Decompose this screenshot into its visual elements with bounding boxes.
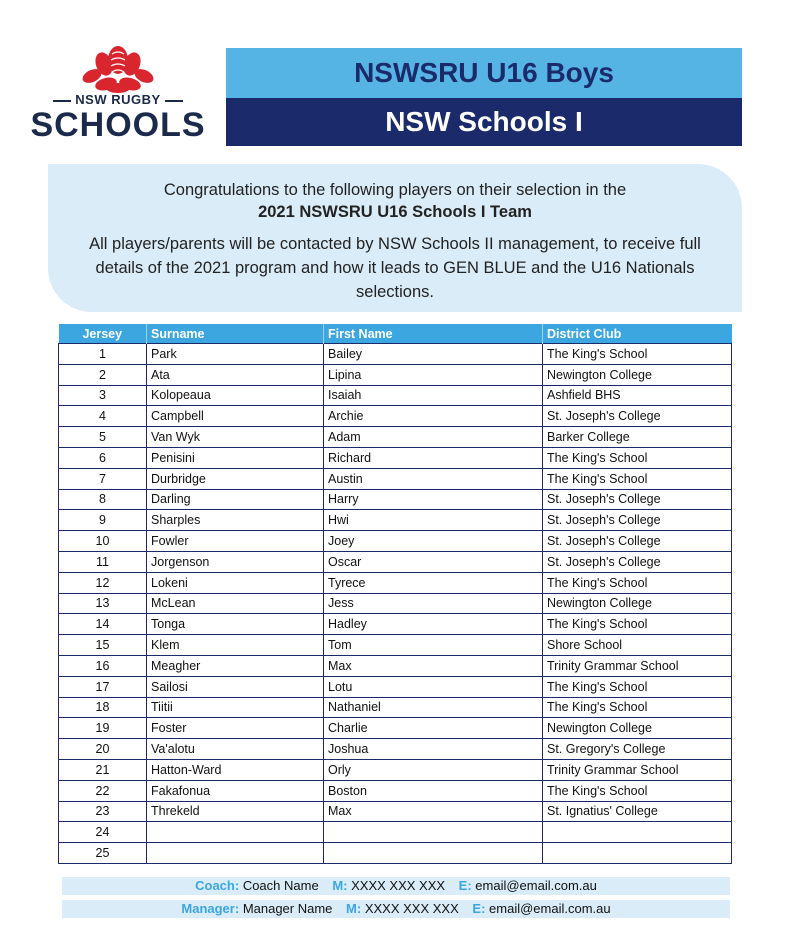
intro-panel xyxy=(48,164,742,312)
jersey-cell: 20 xyxy=(59,739,147,760)
table-row xyxy=(59,447,732,468)
first-name-cell: Joshua xyxy=(324,739,543,760)
table-row xyxy=(59,364,732,385)
club-cell: The King's School xyxy=(543,697,732,718)
surname-cell: Foster xyxy=(147,718,324,739)
jersey-cell: 4 xyxy=(59,406,147,427)
table-row xyxy=(59,510,732,531)
club-cell: St. Ignatius' College xyxy=(543,801,732,822)
first-name-cell: Lotu xyxy=(324,676,543,697)
club-cell: Newington College xyxy=(543,364,732,385)
surname-cell: Lokeni xyxy=(147,572,324,593)
club-cell: Newington College xyxy=(543,593,732,614)
table-row xyxy=(59,593,732,614)
nsw-rugby-schools-logo xyxy=(28,40,208,150)
club-cell xyxy=(543,843,732,864)
table-row xyxy=(59,385,732,406)
first-name-cell: Tom xyxy=(324,635,543,656)
jersey-cell: 13 xyxy=(59,593,147,614)
first-name-cell: Hwi xyxy=(324,510,543,531)
surname-cell: Durbridge xyxy=(147,468,324,489)
club-cell: The King's School xyxy=(543,447,732,468)
table-row xyxy=(59,489,732,510)
club-cell: St. Joseph's College xyxy=(543,510,732,531)
table-row xyxy=(59,635,732,656)
jersey-cell: 7 xyxy=(59,468,147,489)
first-name-cell: Tyrece xyxy=(324,572,543,593)
intro-team-name: 2021 NSWSRU U16 Schools I Team xyxy=(258,203,532,221)
first-name-cell xyxy=(324,822,543,843)
coach-name: Coach Name xyxy=(242,878,319,893)
table-row xyxy=(59,718,732,739)
surname-cell: Darling xyxy=(147,489,324,510)
surname-cell: Kolopeaua xyxy=(147,385,324,406)
jersey-cell: 22 xyxy=(59,780,147,801)
jersey-cell: 19 xyxy=(59,718,147,739)
jersey-cell: 25 xyxy=(59,843,147,864)
roster-header-row xyxy=(59,324,732,344)
page-subtitle: NSW Schools I xyxy=(226,98,742,146)
club-cell: The King's School xyxy=(543,344,732,365)
jersey-cell: 12 xyxy=(59,572,147,593)
surname-cell: Van Wyk xyxy=(147,427,324,448)
jersey-cell: 24 xyxy=(59,822,147,843)
manager-name: Manager Name xyxy=(242,901,333,916)
jersey-cell: 14 xyxy=(59,614,147,635)
col-header-jersey: Jersey xyxy=(59,324,147,344)
club-cell: The King's School xyxy=(543,676,732,697)
surname-cell: Ata xyxy=(147,364,324,385)
jersey-cell: 5 xyxy=(59,427,147,448)
page-title: NSWSRU U16 Boys xyxy=(226,48,742,98)
table-row xyxy=(59,739,732,760)
surname-cell: Meagher xyxy=(147,655,324,676)
table-row xyxy=(59,676,732,697)
surname-cell: Campbell xyxy=(147,406,324,427)
table-row xyxy=(59,572,732,593)
first-name-cell xyxy=(324,843,543,864)
roster-table xyxy=(58,324,732,864)
jersey-cell: 18 xyxy=(59,697,147,718)
club-cell: Trinity Grammar School xyxy=(543,759,732,780)
table-row xyxy=(59,406,732,427)
first-name-cell: Oscar xyxy=(324,551,543,572)
logo-schools-text: SCHOOLS xyxy=(30,106,206,144)
jersey-cell: 15 xyxy=(59,635,147,656)
club-cell xyxy=(543,822,732,843)
manager-phone: XXXX XXX XXX xyxy=(364,901,459,916)
surname-cell: Tonga xyxy=(147,614,324,635)
first-name-cell: Jess xyxy=(324,593,543,614)
table-row xyxy=(59,614,732,635)
jersey-cell: 10 xyxy=(59,531,147,552)
table-row xyxy=(59,551,732,572)
table-row xyxy=(59,344,732,365)
roster-body xyxy=(59,344,732,864)
jersey-cell: 17 xyxy=(59,676,147,697)
intro-congrats: Congratulations to the following players on their selection in the xyxy=(163,181,627,199)
coach-email-label: E: xyxy=(458,878,472,893)
club-cell: Shore School xyxy=(543,635,732,656)
first-name-cell: Archie xyxy=(324,406,543,427)
club-cell: Barker College xyxy=(543,427,732,448)
table-row xyxy=(59,801,732,822)
intro-details: All players/parents will be contacted by NSW Schools II management, to receive full details of the 2021 program and how it leads to GEN BLUE and the U16 Nationals selections. xyxy=(89,235,701,301)
coach-mobile-label: M: xyxy=(332,878,348,893)
col-header-district-club: District Club xyxy=(543,324,732,344)
club-cell: Trinity Grammar School xyxy=(543,655,732,676)
club-cell: The King's School xyxy=(543,468,732,489)
surname-cell: Penisini xyxy=(147,447,324,468)
jersey-cell: 6 xyxy=(59,447,147,468)
manager-email: email@email.com.au xyxy=(489,901,611,916)
club-cell: Ashfield BHS xyxy=(543,385,732,406)
surname-cell: Hatton-Ward xyxy=(147,759,324,780)
first-name-cell: Joey xyxy=(324,531,543,552)
club-cell: The King's School xyxy=(543,614,732,635)
coach-role-label: Coach: xyxy=(195,878,240,893)
club-cell: The King's School xyxy=(543,780,732,801)
surname-cell: Va'alotu xyxy=(147,739,324,760)
manager-contact xyxy=(62,900,730,918)
first-name-cell: Boston xyxy=(324,780,543,801)
first-name-cell: Max xyxy=(324,801,543,822)
first-name-cell: Max xyxy=(324,655,543,676)
table-row xyxy=(59,822,732,843)
col-header-surname: Surname xyxy=(147,324,324,344)
first-name-cell: Bailey xyxy=(324,344,543,365)
surname-cell: Tiitii xyxy=(147,697,324,718)
jersey-cell: 2 xyxy=(59,364,147,385)
manager-role-label: Manager: xyxy=(181,901,240,916)
jersey-cell: 23 xyxy=(59,801,147,822)
club-cell: St. Joseph's College xyxy=(543,551,732,572)
table-row xyxy=(59,655,732,676)
jersey-cell: 9 xyxy=(59,510,147,531)
surname-cell: Threkeld xyxy=(147,801,324,822)
club-cell: The King's School xyxy=(543,572,732,593)
manager-mobile-label: M: xyxy=(346,901,362,916)
surname-cell: Fowler xyxy=(147,531,324,552)
first-name-cell: Isaiah xyxy=(324,385,543,406)
jersey-cell: 1 xyxy=(59,344,147,365)
surname-cell: Jorgenson xyxy=(147,551,324,572)
surname-cell: McLean xyxy=(147,593,324,614)
club-cell: St. Joseph's College xyxy=(543,531,732,552)
first-name-cell: Richard xyxy=(324,447,543,468)
col-header-first-name: First Name xyxy=(324,324,543,344)
table-row xyxy=(59,468,732,489)
jersey-cell: 11 xyxy=(59,551,147,572)
surname-cell xyxy=(147,822,324,843)
jersey-cell: 3 xyxy=(59,385,147,406)
first-name-cell: Harry xyxy=(324,489,543,510)
first-name-cell: Hadley xyxy=(324,614,543,635)
waratah-flower-icon xyxy=(80,44,156,94)
table-row xyxy=(59,843,732,864)
jersey-cell: 21 xyxy=(59,759,147,780)
table-row xyxy=(59,780,732,801)
club-cell: St. Gregory's College xyxy=(543,739,732,760)
surname-cell: Sailosi xyxy=(147,676,324,697)
surname-cell: Fakafonua xyxy=(147,780,324,801)
surname-cell: Klem xyxy=(147,635,324,656)
table-row xyxy=(59,531,732,552)
logo-org-text: NSW RUGBY xyxy=(75,92,161,107)
coach-phone: XXXX XXX XXX xyxy=(351,878,446,893)
first-name-cell: Orly xyxy=(324,759,543,780)
first-name-cell: Adam xyxy=(324,427,543,448)
club-cell: St. Joseph's College xyxy=(543,406,732,427)
table-row xyxy=(59,427,732,448)
coach-contact xyxy=(62,877,730,895)
surname-cell: Park xyxy=(147,344,324,365)
jersey-cell: 8 xyxy=(59,489,147,510)
table-row xyxy=(59,759,732,780)
club-cell: St. Joseph's College xyxy=(543,489,732,510)
surname-cell xyxy=(147,843,324,864)
table-row xyxy=(59,697,732,718)
coach-email: email@email.com.au xyxy=(475,878,597,893)
first-name-cell: Nathaniel xyxy=(324,697,543,718)
first-name-cell: Lipina xyxy=(324,364,543,385)
surname-cell: Sharples xyxy=(147,510,324,531)
first-name-cell: Charlie xyxy=(324,718,543,739)
club-cell: Newington College xyxy=(543,718,732,739)
jersey-cell: 16 xyxy=(59,655,147,676)
manager-email-label: E: xyxy=(472,901,486,916)
first-name-cell: Austin xyxy=(324,468,543,489)
